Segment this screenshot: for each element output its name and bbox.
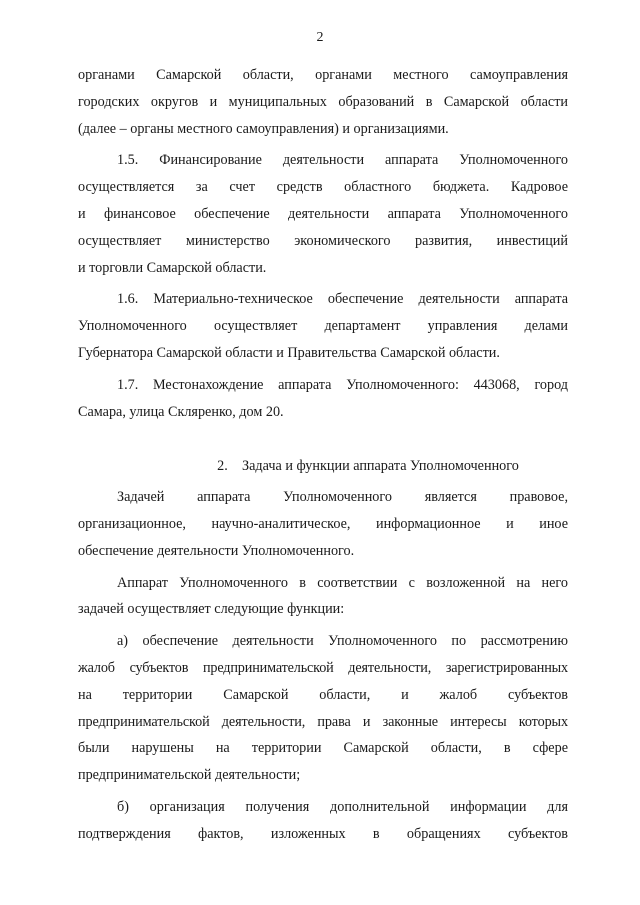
text-line: 1.6. Материально-техническое обеспечение деятельности аппарата [117, 291, 568, 308]
page-number: 2 [316, 30, 324, 45]
text-line: Уполномоченного осуществляет департамент управления делами [78, 318, 568, 335]
text-line: предпринимательской деятельности, права и законные интересы которых [78, 713, 568, 730]
text-line: подтверждения фактов, изложенных в обращениях субъектов [78, 825, 568, 842]
text-line: Аппарат Уполномоченного в соответствии с возложенной на него [117, 574, 568, 591]
text-line: (далее – органы местного самоуправления) и организациями. [78, 120, 449, 137]
text-line: на территории Самарской области, и жалоб субъектов [78, 686, 568, 703]
text-line: Самара, улица Скляренко, дом 20. [78, 403, 284, 420]
text-line: были нарушены на территории Самарской области, в сфере [78, 740, 568, 757]
text-line: Задачей аппарата Уполномоченного является правовое, [117, 489, 568, 506]
list-item-a [78, 628, 568, 789]
text-line: а) обеспечение деятельности Уполномоченного по рассмотрению [117, 633, 568, 650]
text-line: 1.7. Местонахождение аппарата Уполномоченного: 443068, город [117, 376, 568, 393]
paragraph-task [78, 484, 568, 564]
text-line: организационное, научно-аналитическое, информационное и иное [78, 515, 568, 532]
text-line: осуществляется за счет средств областного бюджета. Кадровое [78, 179, 568, 196]
paragraph-1-7 [78, 372, 568, 426]
paragraph-functions-intro [78, 570, 568, 624]
document-body [78, 62, 568, 848]
text-line: и торговли Самарской области. [78, 259, 267, 276]
text-line: обеспечение деятельности Уполномоченного. [78, 542, 355, 559]
paragraph-1-5 [78, 147, 568, 281]
text-line: осуществляет министерство экономического развития, инвестиций [78, 232, 568, 249]
list-item-b [78, 794, 568, 848]
section-heading [78, 453, 568, 480]
text-line: задачей осуществляет следующие функции: [78, 601, 345, 618]
text-line: б) организация получения дополнительной информации для [117, 798, 568, 815]
text-line: 1.5. Финансирование деятельности аппарата Уполномоченного [117, 152, 568, 169]
text-line: городских округов и муниципальных образований в Самарской области [78, 93, 568, 110]
text-line: и финансовое обеспечение деятельности аппарата Уполномоченного [78, 205, 568, 222]
text-line: Губернатора Самарской области и Правительства Самарской области. [78, 344, 500, 361]
text-line: предпринимательской деятельности; [78, 767, 301, 784]
text-line: органами Самарской области, органами местного самоуправления [78, 67, 568, 83]
paragraph-1-6 [78, 286, 568, 366]
text-line: жалоб субъектов предпринимательской деятельности, зарегистрированных [78, 659, 568, 676]
paragraph-continuation [78, 62, 568, 142]
section-heading-text: 2. Задача и функции аппарата Уполномоченного [217, 458, 519, 475]
